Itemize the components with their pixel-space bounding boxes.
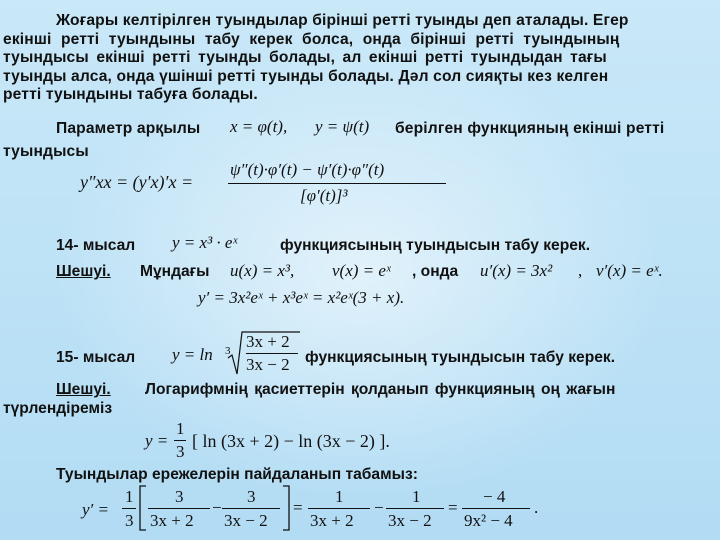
intro-line-3: туындысы екінші ретті туынды болады, ал екінші ретті туындыдан тағы <box>3 49 607 66</box>
ex14-label: 14- мысал <box>56 237 136 254</box>
intro-line-2: екінші ретті туындыны табу керек болса, онда бірінші ретті туындының <box>3 30 620 48</box>
ex14-text: функциясының туындысын табу керек. <box>280 237 591 254</box>
rules-f6-bar <box>462 508 530 509</box>
param-x-eq: x = φ(t), <box>230 117 288 136</box>
sol15-eq-body: [ ln (3x + 2) − ln (3x − 2) ]. <box>192 431 390 451</box>
param-y-eq: y = ψ(t) <box>315 117 370 136</box>
rules-f6-den: 9x² − 4 <box>464 511 513 530</box>
sol14-dv: v′(x) = eˣ. <box>596 261 663 280</box>
rules-eq-1: = <box>293 498 303 517</box>
rules-f1-den: 3 <box>125 511 134 530</box>
sol14-label: Шешуі. <box>56 263 111 280</box>
rules-f3-den: 3x − 2 <box>224 511 268 530</box>
ex14-function: y = x³ · eˣ <box>172 233 238 252</box>
rules-f2-den: 3x + 2 <box>150 511 194 530</box>
sol15-text2: түрлендіреміз <box>3 400 113 417</box>
sol14-result: y′ = 3x²eˣ + x³eˣ = x²eˣ(3 + x). <box>198 288 405 307</box>
rules-f3-num: 3 <box>247 487 256 506</box>
rules-y: y′ = <box>82 500 109 519</box>
rules-f5-num: 1 <box>412 487 421 506</box>
param-tail: берілген функцияның екінші ретті <box>395 120 665 137</box>
rules-minus-2: − <box>374 498 384 517</box>
formula1-denominator: [φ′(t)]³ <box>300 186 348 205</box>
ex15-function-lhs: y = ln <box>172 345 213 364</box>
sol14-text2: , онда <box>412 263 459 280</box>
rules-f2-num: 3 <box>175 487 184 506</box>
rules-f5-den: 3x − 2 <box>388 511 432 530</box>
ex15-label: 15- мысал <box>56 349 136 366</box>
rules-f5-bar <box>386 508 444 509</box>
ex15-root-index: 3 <box>225 345 231 357</box>
rules-minus: − <box>212 498 222 517</box>
rules-f4-num: 1 <box>335 487 344 506</box>
rules-f6-num: − 4 <box>483 487 506 506</box>
sol15-label: Шешуі. <box>56 381 111 398</box>
rules-f2-bar <box>148 508 210 509</box>
rules-f4-bar <box>308 508 370 509</box>
sol14-du: u′(x) = 3x² <box>480 261 553 280</box>
rules-end: . <box>534 498 539 517</box>
ex15-func-numerator: 3x + 2 <box>246 332 290 351</box>
sol15-eq-den: 3 <box>176 442 185 461</box>
rules-f4-den: 3x + 2 <box>310 511 354 530</box>
sol14-u: u(x) = x³, <box>230 261 295 280</box>
sol14-comma: , <box>578 261 583 280</box>
sol15-text1: Логарифмнің қасиеттерін қолданып функцияның оң жағын <box>145 381 616 398</box>
sol15-eq-num: 1 <box>176 419 185 438</box>
rules-f3-bar <box>222 508 280 509</box>
rules-text: Туындылар ережелерін пайдаланып табамыз: <box>56 466 418 483</box>
ex15-func-denominator: 3x − 2 <box>246 355 290 374</box>
sol14-text1: Мұндағы <box>140 263 210 280</box>
sol14-v: v(x) = eˣ <box>332 261 391 280</box>
ex15-text: функциясының туындысын табу керек. <box>305 349 616 366</box>
intro-line-1: Жоғары келтірілген туындылар бірінші ретті туынды деп аталады. Егер <box>56 12 629 29</box>
intro-line-5: ретті туындыны табуға болады. <box>3 86 258 103</box>
param-tail-2: туындысы <box>3 143 89 160</box>
param-lead: Параметр арқылы <box>56 120 201 137</box>
formula1-numerator: ψ″(t)·φ′(t) − ψ′(t)·φ″(t) <box>230 160 385 179</box>
rules-f1-num: 1 <box>125 487 134 506</box>
sol15-eq-lhs: y = <box>145 431 169 450</box>
intro-line-4: туынды алса, онда үшінші ретті туынды болады. Дәл сол сияқты кез келген <box>3 67 609 85</box>
rules-eq-2: = <box>448 498 458 517</box>
formula1-lhs: y″xx = (y′x)′x = <box>80 172 194 192</box>
